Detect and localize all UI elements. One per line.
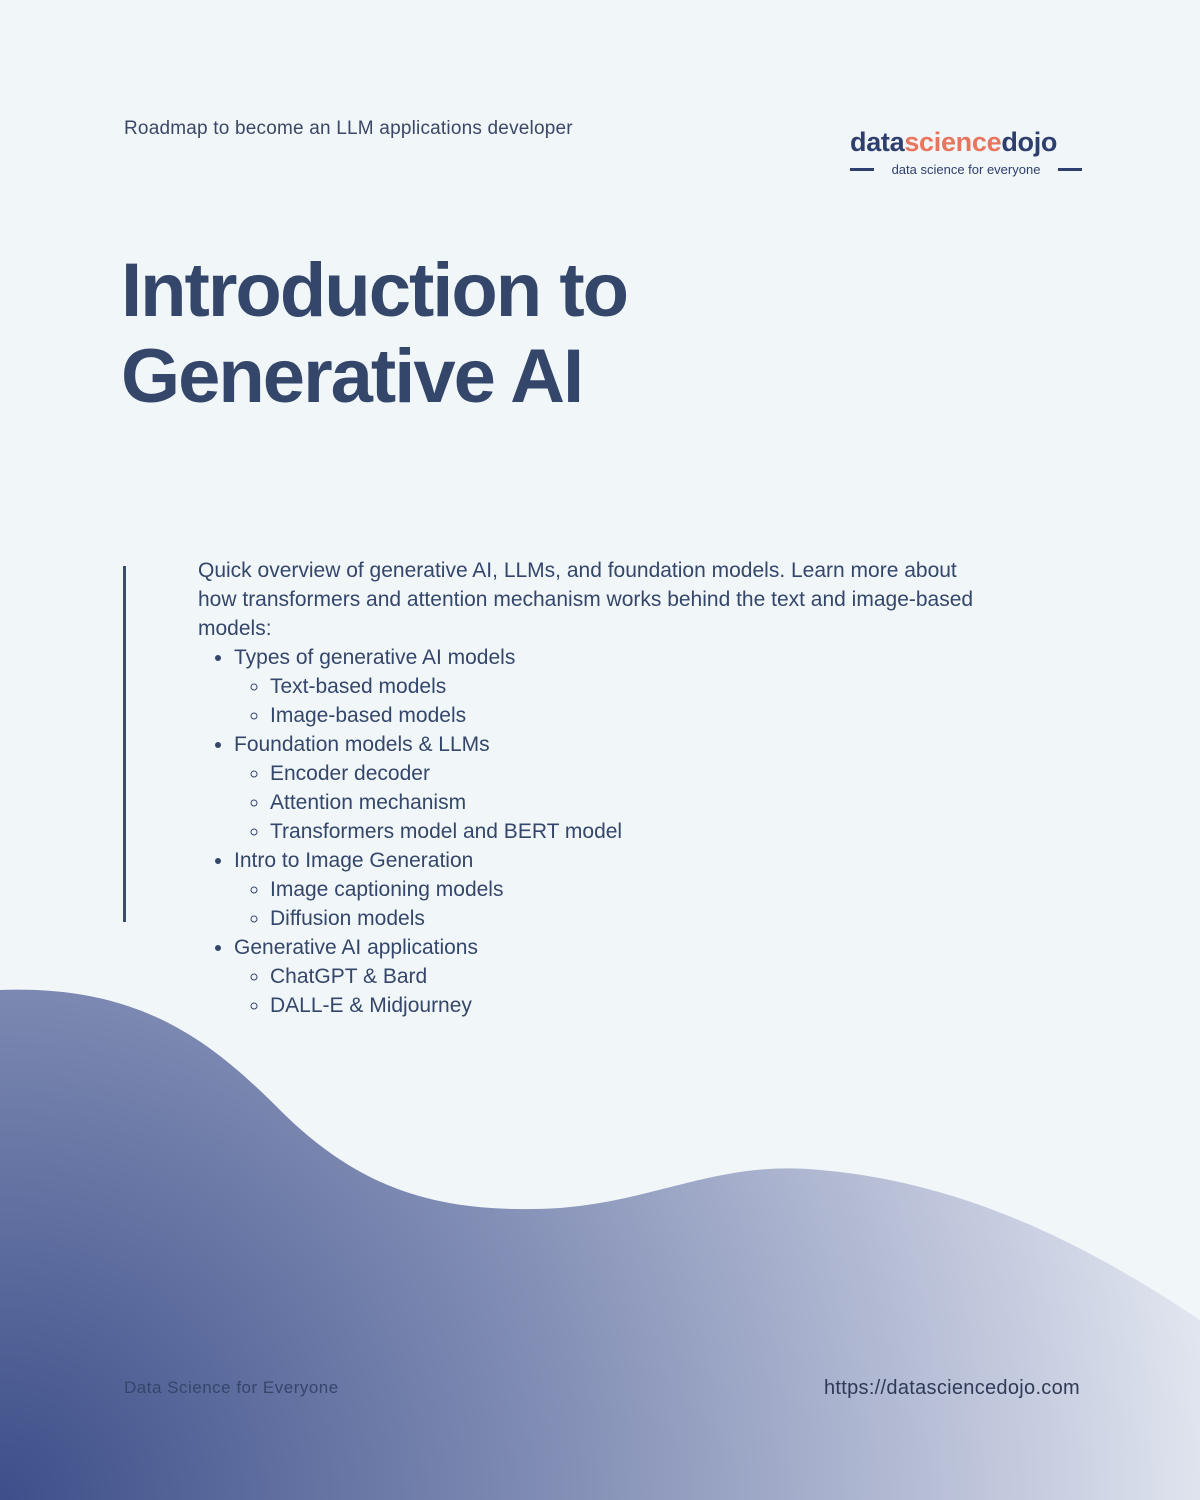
- logo-dash-left: [850, 168, 874, 171]
- subtopic-item: ◦ Diffusion models: [270, 904, 978, 933]
- topic-item: [234, 730, 978, 846]
- page-title-line-1: Introduction to: [121, 248, 628, 333]
- topic-list: [198, 643, 978, 1020]
- logo-word-data: data: [850, 127, 905, 157]
- subtopic-item: ◦ Text-based models: [270, 672, 978, 701]
- page-title-line-2: Generative AI: [121, 334, 583, 419]
- subtopic-list: [234, 759, 978, 846]
- subtopic-item: ◦ Image-based models: [270, 701, 978, 730]
- subtopic-item: ◦ Image captioning models: [270, 875, 978, 904]
- topic-label: Intro to Image Generation: [234, 849, 474, 872]
- page-title: [121, 248, 627, 420]
- overview-intro: Quick overview of generative AI, LLMs, and foundation models. Learn more about how transformers and attention mechanism works behind the text and image-based models:: [198, 559, 974, 640]
- roadmap-tagline: Roadmap to become an LLM applications developer: [124, 118, 573, 139]
- subtopic-item: ◦ Transformers model and BERT model: [270, 817, 978, 846]
- footer-slogan: Data Science for Everyone: [124, 1378, 339, 1397]
- footer-website-link[interactable]: https://datasciencedojo.com: [823, 1377, 1080, 1399]
- subtopic-item: ◦ ChatGPT & Bard: [270, 962, 978, 991]
- subtopic-item: ◦ DALL-E & Midjourney: [270, 991, 978, 1020]
- subtopic-item: ◦ Attention mechanism: [270, 788, 978, 817]
- logo-wordmark: [850, 126, 1057, 158]
- logo-word-dojo: dojo: [1001, 127, 1058, 157]
- logo-word-science: science: [904, 127, 1002, 157]
- logo-tagline-row: [850, 160, 1082, 178]
- subtopic-list: [234, 672, 978, 730]
- accent-divider: [123, 566, 126, 922]
- topic-item: [234, 846, 978, 933]
- logo-tagline: data science for everyone: [891, 161, 1041, 177]
- subtopic-list: [234, 962, 978, 1020]
- topic-label: Generative AI applications: [234, 936, 478, 959]
- datasciencedojo-logo[interactable]: [850, 126, 1082, 180]
- topic-item: [234, 933, 978, 1020]
- topic-label: Types of generative AI models: [234, 646, 516, 669]
- subtopic-list: [234, 875, 978, 933]
- topic-label: Foundation models & LLMs: [234, 733, 490, 756]
- overview-section: [198, 556, 978, 1020]
- subtopic-item: ◦ Encoder decoder: [270, 759, 978, 788]
- topic-item: [234, 643, 978, 730]
- logo-dash-right: [1058, 168, 1082, 171]
